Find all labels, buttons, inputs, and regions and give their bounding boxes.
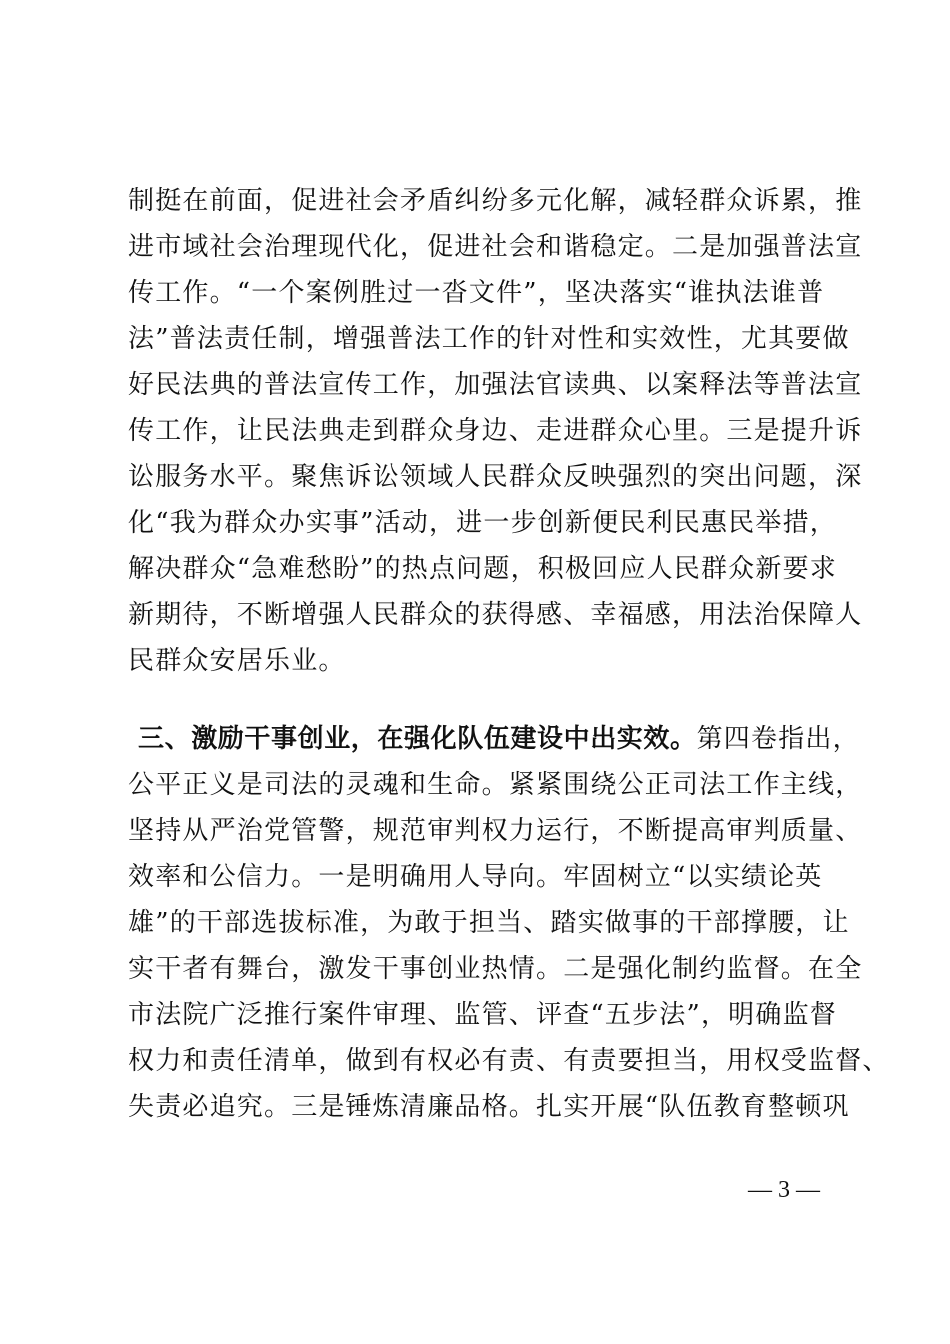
text-line: 民群众安居乐业。 <box>128 646 346 676</box>
text-line: 权力和责任清单，做到有权必有责、有责要担当，用权受监督、 <box>128 1046 890 1076</box>
text-line: 传工作，让民法典走到群众身边、走进群众心里。三是提升诉 <box>128 416 863 446</box>
text-line: 讼服务水平。聚焦诉讼领域人民群众反映强烈的突出问题，深 <box>128 462 863 492</box>
text-line: 解决群众“急难愁盼”的热点问题，积极回应人民群众新要求 <box>128 554 837 584</box>
text-line: 公平正义是司法的灵魂和生命。紧紧围绕公正司法工作主线， <box>128 770 863 800</box>
text-line: 效率和公信力。一是明确用人导向。牢固树立“以实绩论英 <box>128 862 823 892</box>
text-line: 好民法典的普法宣传工作，加强法官读典、以案释法等普法宣 <box>128 370 863 400</box>
text-line: 坚持从严治党管警，规范审判权力运行，不断提高审判质量、 <box>128 816 863 846</box>
heading-tail-text: 第四卷指出， <box>696 724 860 754</box>
text-line: 市法院广泛推行案件审理、监管、评查“五步法”，明确监督 <box>128 1000 837 1030</box>
text-line: 实干者有舞台，激发干事创业热情。二是强化制约监督。在全 <box>128 954 863 984</box>
section-heading-line <box>138 724 860 754</box>
text-line: 制挺在前面，促进社会矛盾纠纷多元化解，减轻群众诉累，推 <box>128 186 863 216</box>
section-heading: 三、激励干事创业，在强化队伍建设中出实效。 <box>138 724 697 754</box>
text-line: 雄”的干部选拔标准，为敢于担当、踏实做事的干部撑腰，让 <box>128 908 850 938</box>
text-line: 进市域社会治理现代化，促进社会和谐稳定。二是加强普法宣 <box>128 232 863 262</box>
text-line: 法”普法责任制，增强普法工作的针对性和实效性，尤其要做 <box>128 324 850 354</box>
text-line: 化“我为群众办实事”活动，进一步创新便民利民惠民举措， <box>128 508 837 538</box>
page-number: — 3 — <box>748 1177 820 1203</box>
text-line: 失责必追究。三是锤炼清廉品格。扎实开展“队伍教育整顿巩 <box>128 1092 850 1122</box>
text-line: 新期待，不断增强人民群众的获得感、幸福感，用法治保障人 <box>128 600 863 630</box>
text-line: 传工作。“一个案例胜过一沓文件”，坚决落实“谁执法谁普 <box>128 278 825 308</box>
